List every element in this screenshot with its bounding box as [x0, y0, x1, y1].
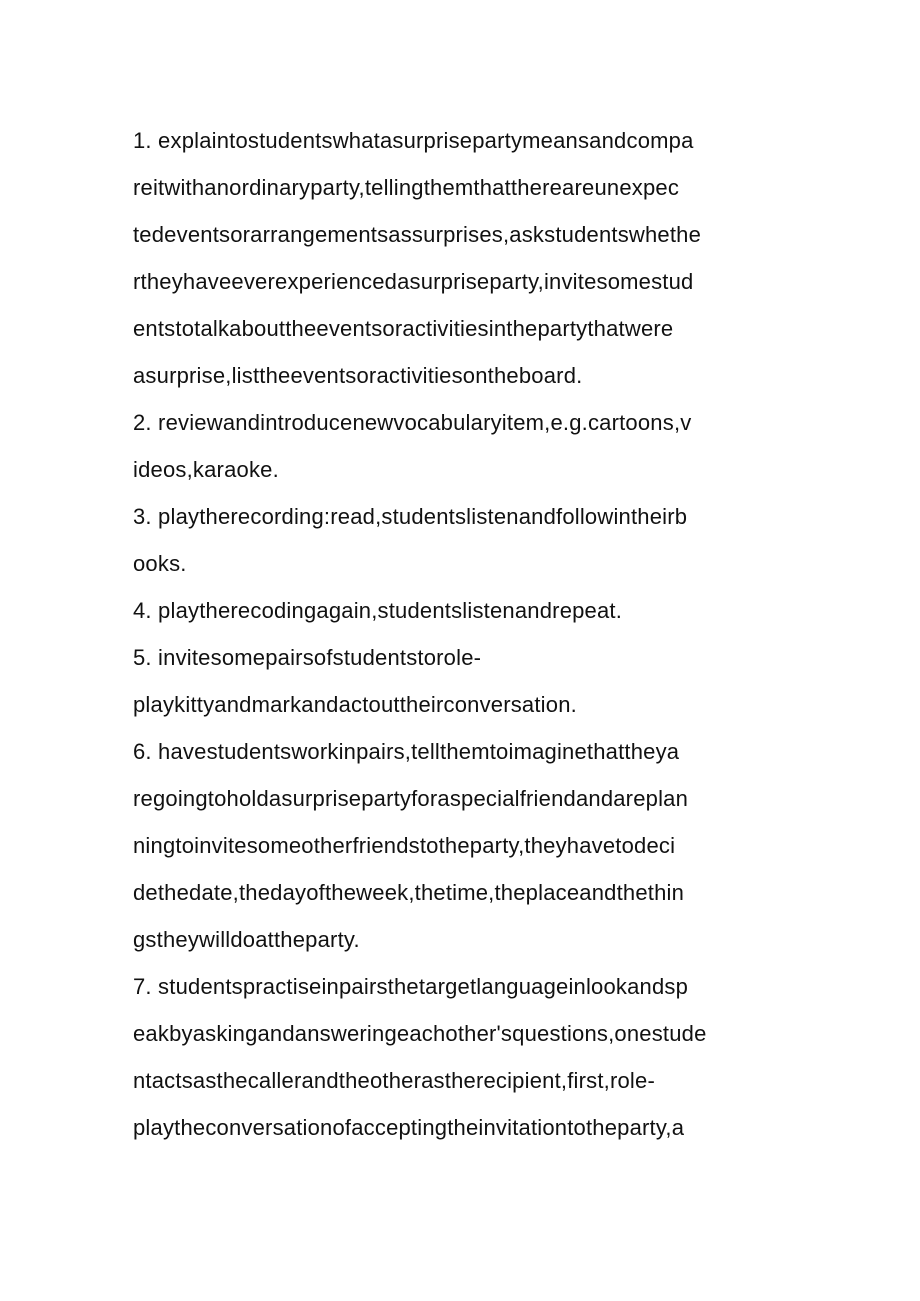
- text-line: regoingtoholdasurprisepartyforaspecialfriendandareplan: [133, 786, 689, 811]
- text-line: 7. studentspractiseinpairsthetargetlanguageinlookandsp: [133, 974, 689, 999]
- text-line: playkittyandmarkandactouttheirconversation.: [133, 692, 577, 717]
- text-line: gstheywilldoattheparty.: [133, 927, 360, 952]
- text-line: 1. explaintostudentswhatasurprisepartymeansandcompa: [133, 128, 694, 153]
- text-line: ntactsasthecallerandtheotherastherecipient,first,role-: [133, 1068, 655, 1093]
- text-line: 3. playtherecording:read,studentslistenandfollowintheirb: [133, 504, 688, 529]
- text-line: ningtoinvitesomeotherfriendstotheparty,theyhavetodeci: [133, 833, 676, 858]
- text-line: playtheconversationofacceptingtheinvitationtotheparty,a: [133, 1115, 685, 1140]
- text-line: tedeventsorarrangementsassurprises,askstudentswhethe: [133, 222, 702, 247]
- text-line: 4. playtherecodingagain,studentslistenandrepeat.: [133, 598, 623, 623]
- text-line: rtheyhaveeverexperiencedasurpriseparty,invitesomestud: [133, 269, 694, 294]
- text-line: 2. reviewandintroducenewvocabularyitem,e.g.cartoons,v: [133, 410, 692, 435]
- text-line: dethedate,thedayoftheweek,thetime,theplaceandthethin: [133, 880, 685, 905]
- text-line: asurprise,listtheeventsoractivitiesontheboard.: [133, 363, 583, 388]
- lesson-steps-text: [133, 117, 793, 1151]
- text-line: 6. havestudentsworkinpairs,tellthemtoimaginethattheya: [133, 739, 680, 764]
- text-line: ooks.: [133, 551, 187, 576]
- text-line: eakbyaskingandansweringeachother'squestions,onestude: [133, 1021, 707, 1046]
- text-line: ideos,karaoke.: [133, 457, 279, 482]
- text-line: entstotalkabouttheeventsoractivitiesinthepartythatwere: [133, 316, 674, 341]
- text-line: 5. invitesomepairsofstudentstorole-: [133, 645, 482, 670]
- text-line: reitwithanordinaryparty,tellingthemthatthereareunexpec: [133, 175, 680, 200]
